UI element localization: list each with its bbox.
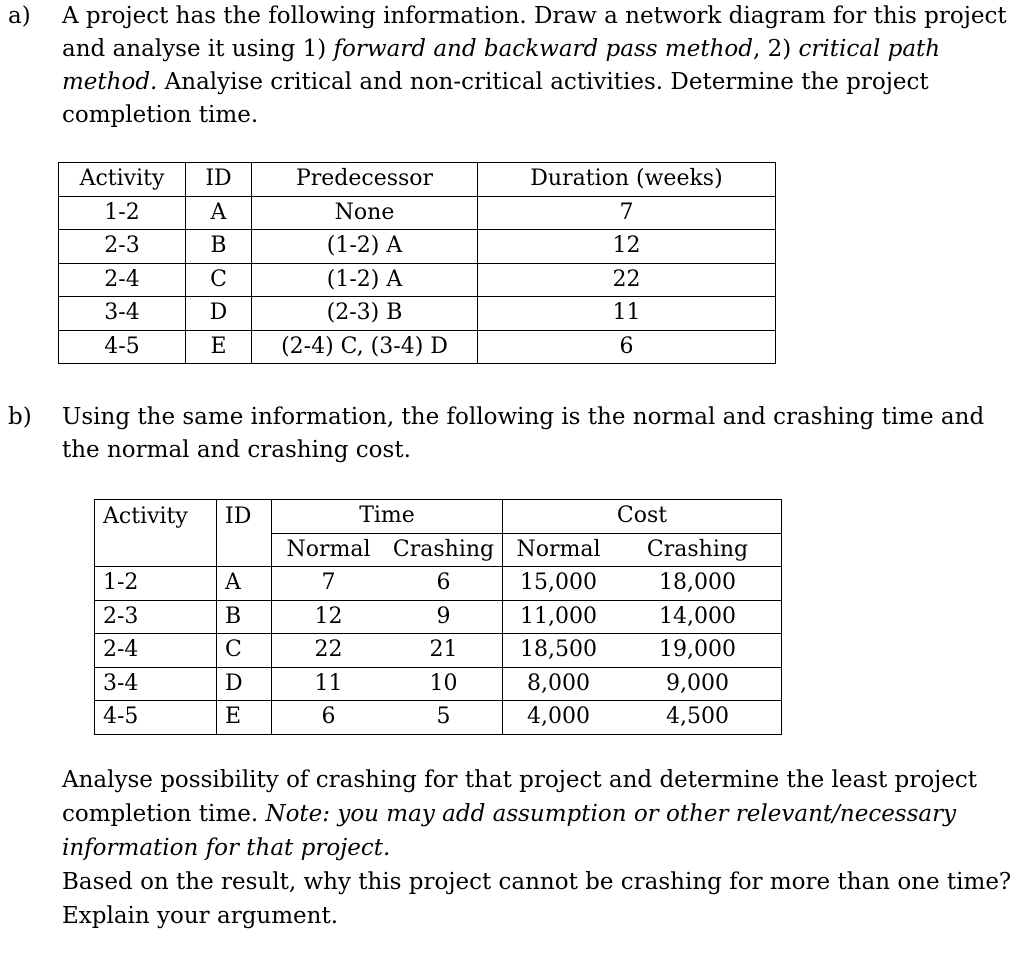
- cell-activity: 2-3: [95, 600, 217, 634]
- cell-id: C: [217, 634, 272, 668]
- table-row: [59, 230, 776, 264]
- cell-crashing-time: 21: [385, 634, 503, 668]
- question-b-text: Using the same information, the following is the normal and crashing time and the normal and crashing cost.: [62, 404, 985, 463]
- cell-id: D: [186, 297, 252, 331]
- cell-crashing-cost: 18,000: [614, 567, 782, 601]
- cell-normal-time: 12: [272, 600, 386, 634]
- cell-predecessor: (1-2) A: [252, 230, 478, 264]
- cell-crashing-time: 5: [385, 701, 503, 735]
- table-subheader-row: [95, 533, 782, 567]
- table-row: [95, 634, 782, 668]
- cell-predecessor: (2-4) C, (3-4) D: [252, 330, 478, 364]
- cell-activity: 2-3: [59, 230, 186, 264]
- cell-id: C: [186, 263, 252, 297]
- table-row: [95, 600, 782, 634]
- table-row: [95, 701, 782, 735]
- header-duration: Duration (weeks): [478, 163, 776, 197]
- subheader-crashing-cost: Crashing: [614, 533, 782, 567]
- cell-normal-cost: 4,000: [503, 701, 615, 735]
- closing-instructions: [62, 763, 1012, 933]
- closing-text-2: Note: you may add assumption or other relevant/necessary information for that project.: [62, 801, 957, 861]
- table-row: [95, 667, 782, 701]
- table-header-row: [95, 500, 782, 534]
- cell-normal-cost: 8,000: [503, 667, 615, 701]
- cell-id: B: [217, 600, 272, 634]
- table-header-row: [59, 163, 776, 197]
- activity-table: [58, 162, 776, 364]
- question-b: [8, 401, 1018, 467]
- question-a-text-4: critical path method.: [62, 36, 941, 95]
- cell-id: A: [186, 196, 252, 230]
- cell-duration: 11: [478, 297, 776, 331]
- cell-activity: 3-4: [59, 297, 186, 331]
- question-a-label: a): [8, 3, 31, 29]
- header-activity: Activity: [59, 163, 186, 197]
- cell-normal-cost: 11,000: [503, 600, 615, 634]
- cell-normal-time: 7: [272, 567, 386, 601]
- header-id: ID: [217, 500, 272, 534]
- header-cost: Cost: [503, 500, 782, 534]
- question-a-text-2: forward and backward pass method: [333, 36, 753, 62]
- table-row: [95, 567, 782, 601]
- subheader-normal-time: Normal: [272, 533, 386, 567]
- table-row: [59, 196, 776, 230]
- cell-normal-time: 11: [272, 667, 386, 701]
- subheader-normal-cost: Normal: [503, 533, 615, 567]
- question-b-label: b): [8, 404, 32, 430]
- header-id: ID: [186, 163, 252, 197]
- cell-activity: 2-4: [59, 263, 186, 297]
- cell-activity: 1-2: [95, 567, 217, 601]
- cell-normal-time: 6: [272, 701, 386, 735]
- closing-text-1: Analyse possibility of crashing for that project and determine the least project completion time.: [62, 767, 977, 827]
- cell-normal-time: 22: [272, 634, 386, 668]
- table-row: [59, 297, 776, 331]
- cell-normal-cost: 18,500: [503, 634, 615, 668]
- cell-id: A: [217, 567, 272, 601]
- header-activity: Activity: [95, 500, 217, 534]
- subheader-crashing-time: Crashing: [385, 533, 503, 567]
- cell-duration: 7: [478, 196, 776, 230]
- cell-crashing-cost: 14,000: [614, 600, 782, 634]
- cell-id: D: [217, 667, 272, 701]
- header-time: Time: [272, 500, 503, 534]
- cell-crashing-cost: 9,000: [614, 667, 782, 701]
- cell-id: E: [217, 701, 272, 735]
- question-a-text-3: , 2): [752, 36, 799, 62]
- closing-paragraph-1: [62, 763, 1012, 865]
- question-a-text-5: Analyise critical and non-critical activities. Determine the project completion time.: [62, 69, 929, 128]
- cell-predecessor: (1-2) A: [252, 263, 478, 297]
- cell-activity: 3-4: [95, 667, 217, 701]
- cell-activity: 4-5: [59, 330, 186, 364]
- cell-id: B: [186, 230, 252, 264]
- cell-id: E: [186, 330, 252, 364]
- cell-duration: 22: [478, 263, 776, 297]
- cell-normal-cost: 15,000: [503, 567, 615, 601]
- cell-predecessor: None: [252, 196, 478, 230]
- subheader-empty-id: [217, 533, 272, 567]
- header-predecessor: Predecessor: [252, 163, 478, 197]
- closing-paragraph-2: Based on the result, why this project cannot be crashing for more than one time? Explain your argument.: [62, 869, 1012, 929]
- cell-crashing-time: 9: [385, 600, 503, 634]
- table-row: [59, 330, 776, 364]
- cell-activity: 1-2: [59, 196, 186, 230]
- table-row: [59, 263, 776, 297]
- question-a-text: [62, 0, 1013, 132]
- cell-activity: 4-5: [95, 701, 217, 735]
- cell-duration: 6: [478, 330, 776, 364]
- cell-crashing-cost: 4,500: [614, 701, 782, 735]
- question-a: [8, 0, 1013, 132]
- crashing-table: [94, 499, 782, 735]
- cell-predecessor: (2-3) B: [252, 297, 478, 331]
- cell-crashing-time: 6: [385, 567, 503, 601]
- question-a-text-1: A project has the following information. Draw a network diagram for this project and analyse it using 1): [62, 3, 1007, 62]
- cell-crashing-cost: 19,000: [614, 634, 782, 668]
- subheader-empty-activity: [95, 533, 217, 567]
- cell-duration: 12: [478, 230, 776, 264]
- cell-crashing-time: 10: [385, 667, 503, 701]
- cell-activity: 2-4: [95, 634, 217, 668]
